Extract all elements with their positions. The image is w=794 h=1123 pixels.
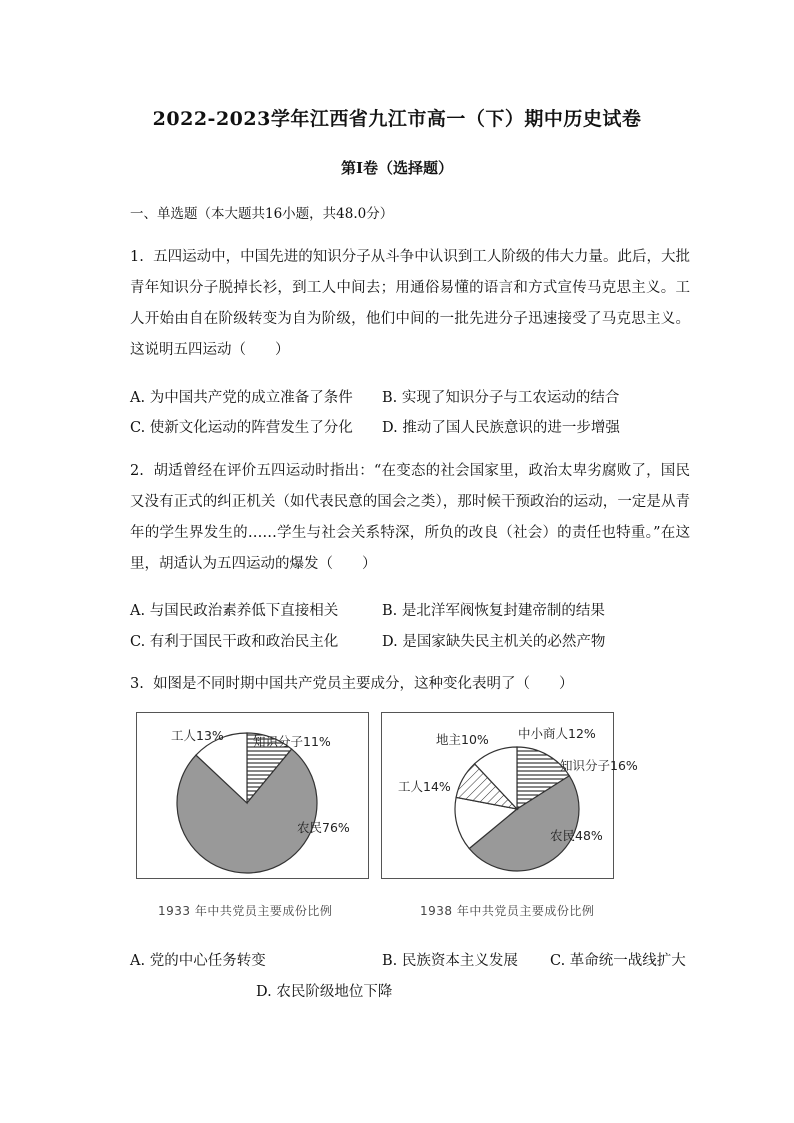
question-2-options-row-2 [130,630,730,654]
question-3 [130,669,690,700]
option-c[interactable]: C. 有利于国民干政和政治民主化 [130,634,339,650]
pie-label-2: 工人14% [398,779,451,794]
question-3-options-row-2 [130,980,730,1004]
option-a[interactable]: A. 为中国共产党的成立准备了条件 [130,390,353,406]
question-text: 如图是不同时期中国共产党员主要成分，这种变化表明了（ ） [153,676,574,692]
section-title: 第I卷（选择题） [340,159,454,177]
pie-label-0: 知识分子16% [560,758,638,773]
question-text: 胡适曾经在评价五四运动时指出：“在变态的社会国家里，政治太卑劣腐败了，国民又没有正式的纠正机关（如代表民意的国会之类），那时候干预政治的运动，一定是从青年的学生界发生的……学生与社会关系特深，所负的改良（社会）的责任也特重。”在这里，胡适认为五四运动的爆发（ ） [130,463,690,572]
chart-caption-1933: 1933 年中共党员主要成份比例 [158,904,333,918]
pie-label-1: 农民76% [297,820,350,835]
option-d[interactable]: D. 是国家缺失民主机关的必然产物 [382,634,606,650]
option-b[interactable]: B. 是北洋军阀恢复封建帝制的结果 [382,603,605,619]
option-a[interactable]: A. 党的中心任务转变 [130,953,266,969]
option-c[interactable]: C. 使新文化运动的阵营发生了分化 [130,420,353,436]
pie-chart-1938 [382,713,638,878]
option-c[interactable]: C. 革命统一战线扩大 [550,953,686,969]
question-1-options-row-1 [130,386,730,410]
pie-chart-1933 [137,713,368,878]
chart-panel-1938 [381,712,638,879]
question-text: 五四运动中，中国先进的知识分子从斗争中认识到工人阶级的伟大力量。此后，大批青年知识分子脱掉长衫，到工人中间去；用通俗易懂的语言和方式宣传马克思主义。工人开始由自在阶级转变为自为阶级，他们中间的一批先进分子迅速接受了马克思主义。这说明五四运动（ ） [130,249,691,358]
pie-label-3: 地主10% [436,732,489,747]
question-1 [130,242,690,366]
pie-label-0: 知识分子11% [253,734,331,749]
pie-label-2: 工人13% [171,728,224,743]
option-a[interactable]: A. 与国民政治素养低下直接相关 [130,603,339,619]
option-d[interactable]: D. 推动了国人民族意识的进一步增强 [382,420,620,436]
question-number: 3. [130,676,144,692]
chart-panel-1933 [136,712,369,879]
question-1-options-row-2 [130,416,730,440]
option-b[interactable]: B. 实现了知识分子与工农运动的结合 [382,390,620,406]
option-d[interactable]: D. 农民阶级地位下降 [256,984,393,1000]
option-b[interactable]: B. 民族资本主义发展 [382,953,518,969]
question-number: 1. [130,249,144,265]
pie-chart-figure [136,712,656,932]
page-title: 2022-2023学年江西省九江市高一（下）期中历史试卷 [152,108,642,130]
question-2-options-row-1 [130,599,730,623]
part-heading: 一、单选题（本大题共16小题，共48.0分） [130,206,394,222]
question-2 [130,456,690,580]
pie-label-4: 中小商人12% [518,726,596,741]
pie-label-1: 农民48% [550,828,603,843]
question-number: 2. [130,463,144,479]
chart-caption-1938: 1938 年中共党员主要成份比例 [420,904,595,918]
question-3-options-row-1 [130,949,730,973]
